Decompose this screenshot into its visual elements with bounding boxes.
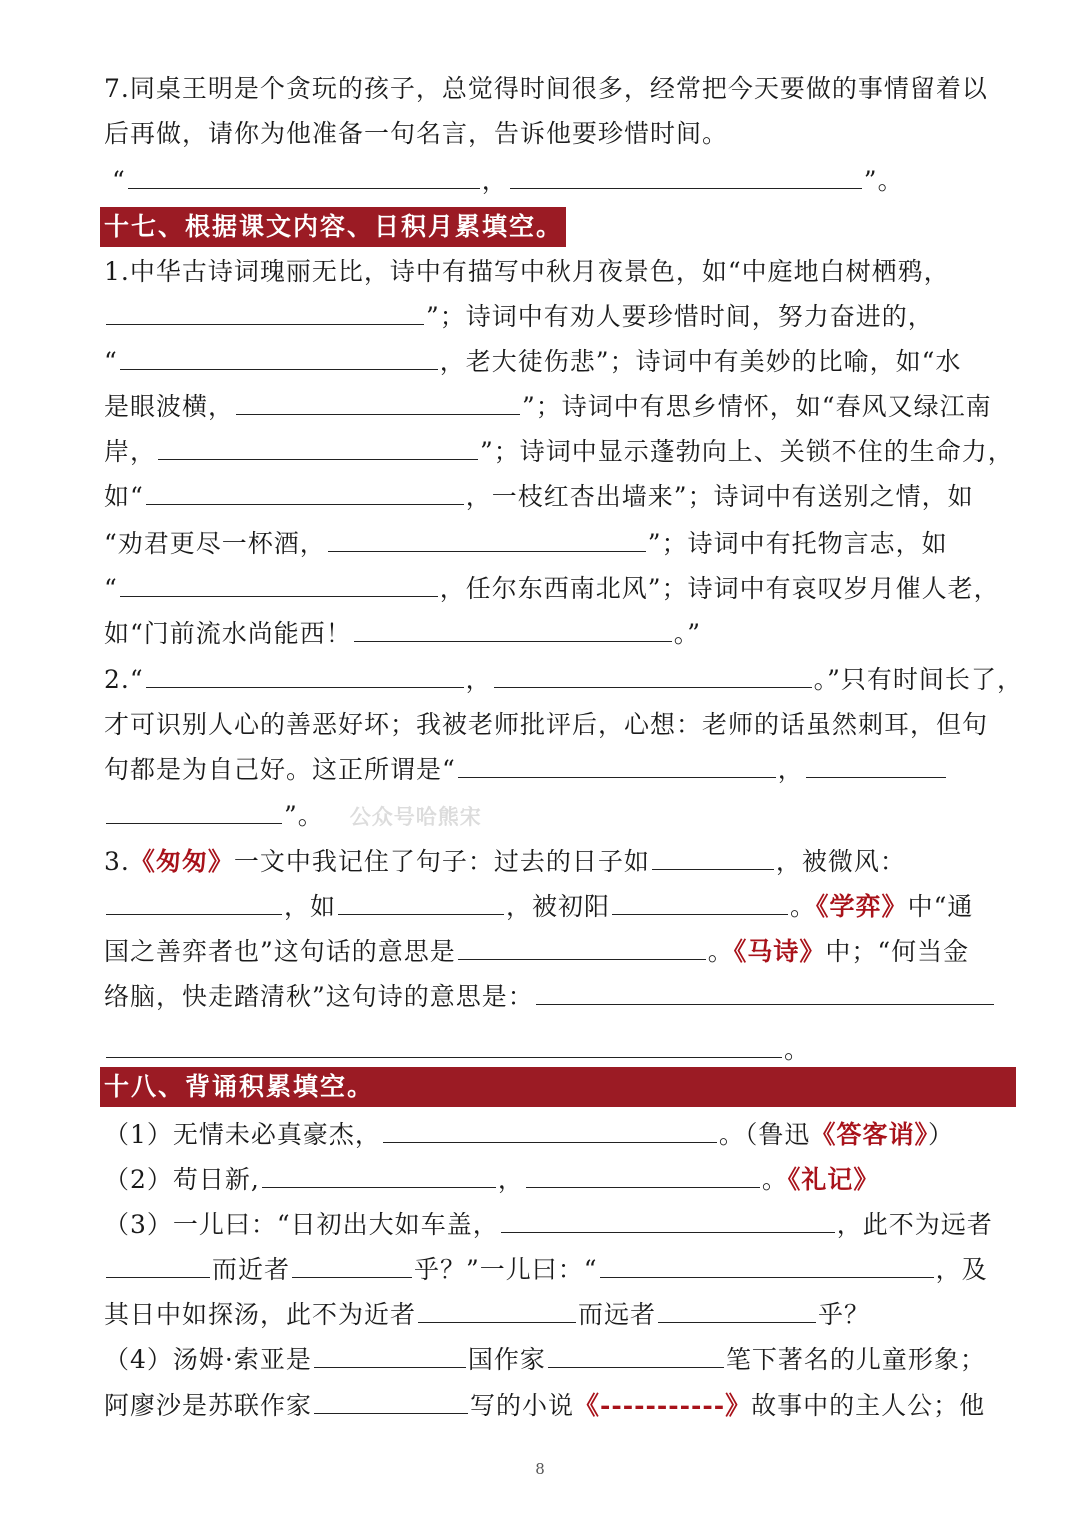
text-segment: 如“门前流水尚能西！ [104, 619, 352, 648]
text-segment: 故事中的主人公；他 [751, 1391, 986, 1420]
blank[interactable] [314, 1389, 468, 1414]
blank[interactable] [120, 572, 438, 597]
blank[interactable] [106, 1033, 782, 1058]
blank[interactable] [536, 980, 994, 1005]
blank[interactable] [600, 1253, 934, 1278]
text-segment: ，一枝红杏出墙来”；诗词中有送别之情，如 [465, 482, 974, 511]
text-segment: “ [104, 574, 118, 603]
blank[interactable] [314, 1343, 466, 1368]
watermark: 公众号哈熊宋 [349, 805, 482, 829]
text-segment: 国之善弈者也”这句话的意思是 [104, 937, 456, 966]
s18-item-1 [104, 1118, 1016, 1152]
text-segment: 句都是为自己好。这正所谓是“ [104, 755, 456, 784]
s17-q3-line-1 [104, 845, 1016, 879]
text-segment: 。” [673, 619, 702, 648]
q7-blank-1[interactable] [128, 164, 480, 189]
text-segment: 写的小说 [470, 1391, 575, 1420]
text-segment: 阿廖沙是苏联作家 [104, 1391, 313, 1420]
s17-q3-line-2 [104, 890, 1016, 924]
q7-blank-2[interactable] [510, 164, 862, 189]
blank[interactable] [328, 527, 646, 552]
blank[interactable] [106, 300, 424, 325]
text-segment: 国作家 [467, 1345, 546, 1374]
blank[interactable] [292, 1253, 412, 1278]
text-segment: 而远者 [578, 1300, 657, 1329]
text-segment: 乎？”一儿曰：“ [414, 1255, 598, 1284]
text-segment: 是眼波横， [104, 392, 235, 421]
s17-q1-line-1: 1.中华古诗词瑰丽无比，诗中有描写中秋月夜景色，如“中庭地白树栖鸦， [104, 257, 950, 286]
close-quote: ”。 [863, 166, 904, 195]
section-18-heading: 十八、背诵积累填空。 [100, 1067, 1016, 1107]
blank[interactable] [158, 435, 478, 460]
s17-q1-line-9 [104, 617, 1016, 651]
text-segment: ”；诗词中有思乡情怀，如“春风又绿江南 [522, 392, 992, 421]
blank[interactable] [383, 1118, 717, 1143]
text-segment: ，老大徒伤悲”；诗词中有美妙的比喻，如“水 [439, 347, 962, 376]
text-segment: （1）无情未必真豪杰， [104, 1120, 381, 1149]
text-segment: 。”只有时间长了， [813, 665, 1023, 694]
q7-line-1: 7.同桌王明是个贪玩的孩子，总觉得时间很多，经常把今天要做的事情留着以 [104, 74, 988, 103]
text-segment: 3. [104, 847, 130, 876]
text-segment: “劝君更尽一杯酒， [104, 529, 326, 558]
blank[interactable] [501, 1208, 835, 1233]
blank[interactable] [338, 890, 504, 915]
text-segment: （4）汤姆·索亚是 [104, 1345, 312, 1374]
text-segment: ， [465, 665, 492, 694]
text-segment: 岸， [104, 437, 157, 466]
section-17-heading: 十七、根据课文内容、日积月累填空。 [100, 207, 566, 247]
text-segment: ，此不为远者 [836, 1210, 993, 1239]
blank[interactable] [458, 753, 776, 778]
s17-q1-line-6 [104, 480, 1016, 514]
open-quote: “ [112, 166, 126, 195]
s17-q2-line-1 [104, 663, 1023, 697]
blank[interactable] [458, 935, 706, 960]
blank[interactable] [354, 617, 672, 642]
s17-q1-line-8 [104, 572, 1016, 606]
book-title-cong-cong: 《匆匆》 [129, 847, 234, 876]
text-segment: ”。 [284, 801, 324, 830]
s18-item-3-line-3 [104, 1298, 1016, 1332]
s17-q1-line-7 [104, 527, 1016, 561]
text-segment: （2）苟日新, [104, 1165, 260, 1194]
blank[interactable] [120, 345, 438, 370]
s17-q1-line-5 [104, 435, 1016, 469]
s18-item-3-line-2 [104, 1253, 1016, 1287]
blank[interactable] [106, 799, 282, 824]
blank[interactable] [548, 1343, 724, 1368]
text-segment: 而近者 [212, 1255, 291, 1284]
page-number: 8 [535, 1460, 545, 1478]
text-segment: 乎？ [818, 1300, 871, 1329]
blank[interactable] [106, 1253, 210, 1278]
blank[interactable] [658, 1298, 816, 1323]
text-segment: 笔下著名的儿童形象； [725, 1345, 986, 1374]
s17-q2-line-2: 才可识别人心的善恶好坏；我被老师批评后，心想：老师的话虽然刺耳，但句 [104, 710, 989, 739]
blank[interactable] [806, 753, 946, 778]
text-segment: ， [777, 755, 804, 784]
book-title-da-ke-qiao: 《答客诮》 [810, 1120, 928, 1149]
s17-q1-line-3 [104, 345, 1016, 379]
blank[interactable] [146, 663, 464, 688]
text-segment: 。 [707, 937, 734, 966]
s18-item-2 [104, 1163, 1016, 1197]
text-segment: “ [104, 347, 118, 376]
blank[interactable] [612, 890, 788, 915]
q7-answer-line [112, 164, 1024, 198]
book-title-blank: 《-----------》 [574, 1391, 752, 1420]
book-title-li-ji: 《礼记》 [787, 1165, 880, 1194]
text-segment: 如“ [104, 482, 144, 511]
s17-q1-line-4 [104, 390, 1016, 424]
text-segment: ”；诗词中显示蓬勃向上、关锁不住的生命力， [480, 437, 1014, 466]
s18-item-4-line-2 [104, 1389, 1016, 1423]
blank[interactable] [262, 1163, 496, 1188]
text-segment: 。 [784, 1035, 811, 1064]
book-title-ma-shi: 《马诗》 [733, 937, 826, 966]
text-segment: 络脑，快走踏清秋”这句诗的意思是： [104, 982, 534, 1011]
text-segment: 一文中我记住了句子：过去的日子如 [233, 847, 650, 876]
s18-item-4-line-1 [104, 1343, 1016, 1377]
s17-q3-line-5 [104, 1033, 1016, 1067]
s17-q2-line-4 [104, 799, 1016, 834]
text-segment: ，如 [284, 892, 337, 921]
text-segment: 中；“何当金 [825, 937, 970, 966]
text-segment: ，及 [935, 1255, 988, 1284]
s17-q3-line-3 [104, 935, 1016, 969]
q7-line-2: 后再做，请你为他准备一句名言，告诉他要珍惜时间。 [104, 119, 729, 148]
s17-q2-line-3 [104, 753, 1016, 787]
blank[interactable] [526, 1163, 760, 1188]
text-segment: 。 [790, 892, 817, 921]
blank[interactable] [494, 663, 812, 688]
comma: ， [481, 166, 508, 195]
text-segment: ”；诗词中有劝人要珍惜时间，努力奋进的， [426, 302, 934, 331]
text-segment: ， [497, 1165, 524, 1194]
blank[interactable] [106, 890, 282, 915]
text-segment: （3）一儿曰：“日初出大如车盖， [104, 1210, 499, 1239]
text-segment: ，任尔东西南北风”；诗词中有哀叹岁月催人老， [439, 574, 1000, 603]
text-segment: ） [927, 1120, 954, 1149]
text-segment: ，被初阳 [506, 892, 611, 921]
s18-item-3-line-1 [104, 1208, 1016, 1242]
s17-q3-line-4 [104, 980, 1016, 1014]
blank[interactable] [236, 390, 520, 415]
text-segment: ，被微风： [775, 847, 906, 876]
text-segment: 。 [761, 1165, 788, 1194]
blank[interactable] [146, 480, 464, 505]
text-segment: 。（鲁迅 [718, 1120, 811, 1149]
text-segment: 其日中如探汤，此不为近者 [104, 1300, 417, 1329]
text-segment: 中“通 [907, 892, 974, 921]
s17-q1-line-2 [104, 300, 1016, 334]
text-segment: ”；诗词中有托物言志，如 [647, 529, 948, 558]
text-segment: 2.“ [104, 665, 144, 694]
blank[interactable] [652, 845, 774, 870]
book-title-xue-yi: 《学弈》 [816, 892, 908, 921]
blank[interactable] [418, 1298, 576, 1323]
